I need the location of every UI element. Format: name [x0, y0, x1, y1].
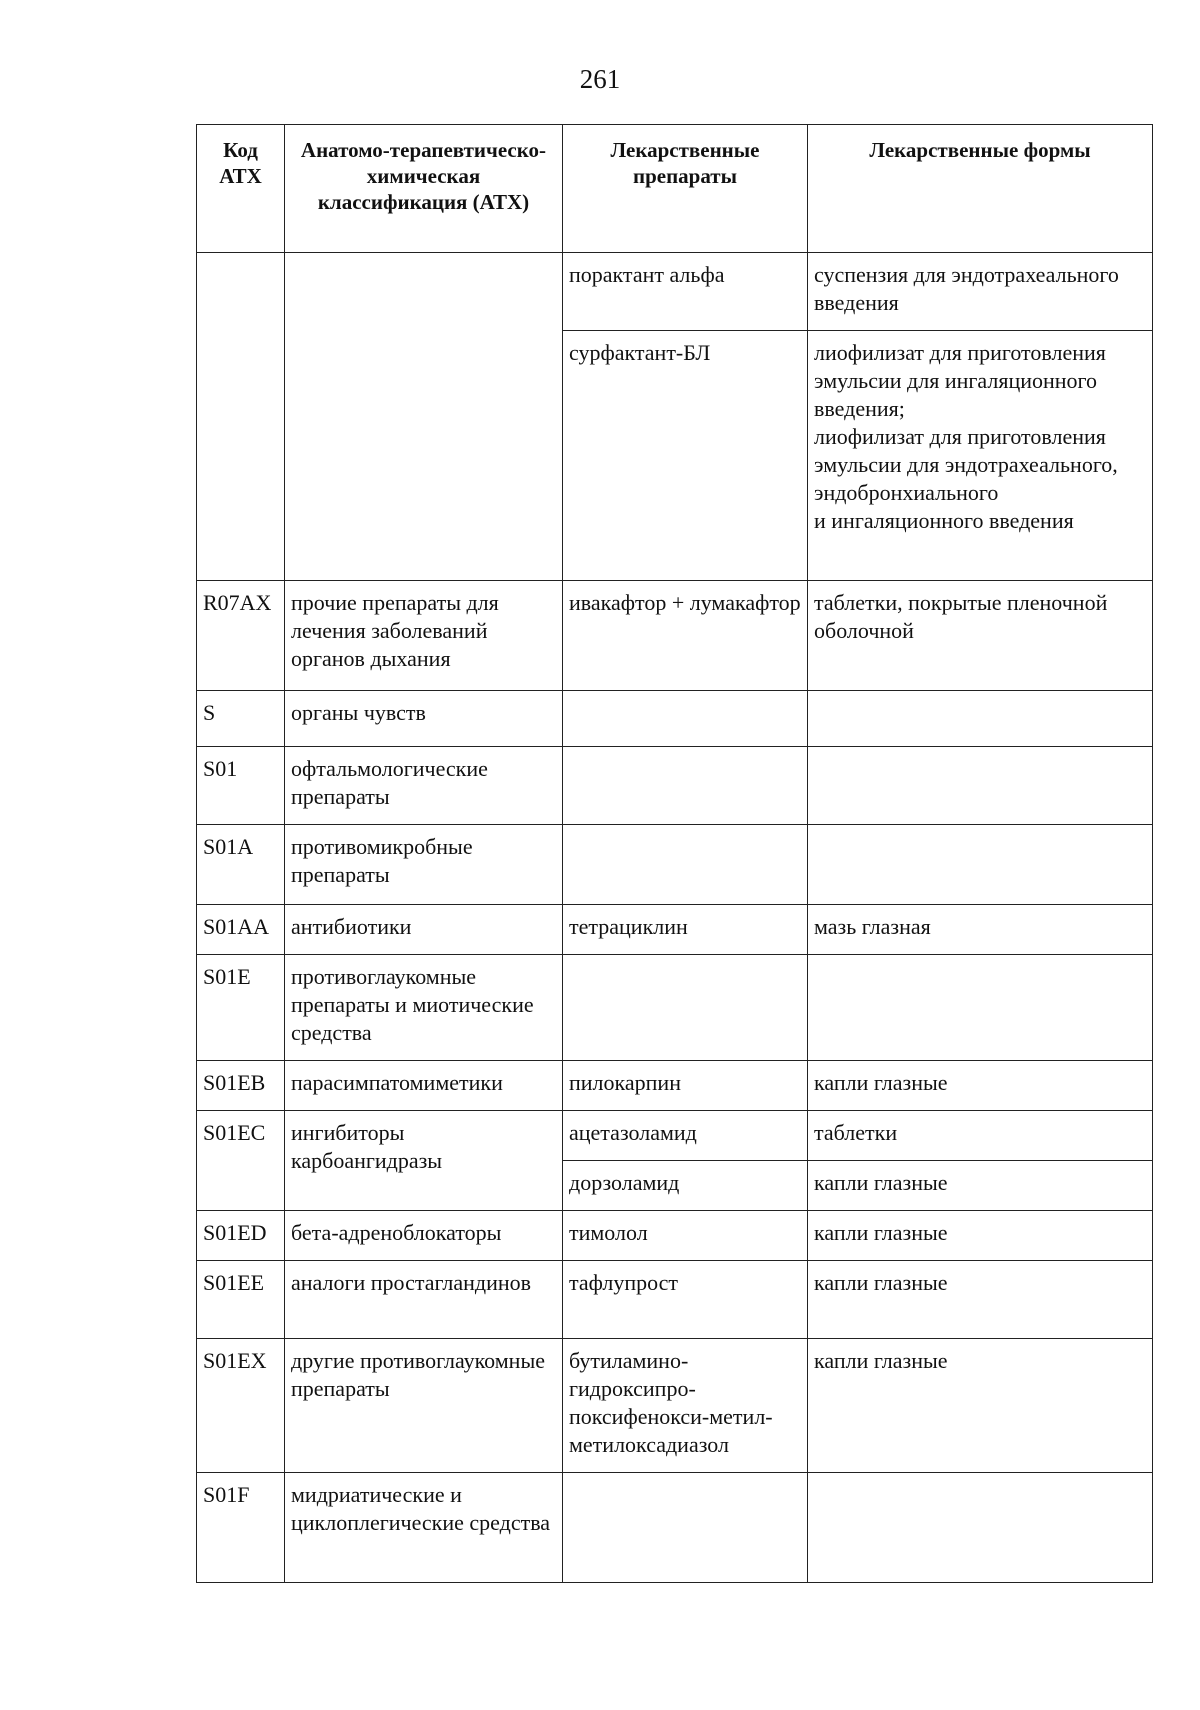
form-cell	[808, 825, 1153, 905]
drug-cell: тафлупрост	[563, 1261, 808, 1339]
header-drugs: Лекарственные препараты	[563, 125, 808, 253]
code-cell: S01	[197, 747, 285, 825]
table-row	[197, 253, 1153, 331]
drug-cell	[563, 747, 808, 825]
classification-cell: аналоги простагландинов	[285, 1261, 563, 1339]
drug-cell	[563, 955, 808, 1061]
drug-cell: тимолол	[563, 1211, 808, 1261]
form-cell: капли глазные	[808, 1339, 1153, 1473]
form-cell: суспензия для эндотрахеального введения	[808, 253, 1153, 331]
atx-table	[196, 124, 1153, 1583]
drug-cell	[563, 1473, 808, 1583]
classification-cell: органы чувств	[285, 691, 563, 747]
table-row	[197, 955, 1153, 1061]
table-row	[197, 1261, 1153, 1339]
table-row	[197, 581, 1153, 691]
classification-cell: офтальмологические препараты	[285, 747, 563, 825]
form-cell: капли глазные	[808, 1061, 1153, 1111]
drug-cell: ивакафтор + лумакафтор	[563, 581, 808, 691]
form-cell	[808, 747, 1153, 825]
table-row	[197, 1339, 1153, 1473]
drug-cell: бутиламино-гидроксипро-поксифенокси-метил-метилоксадиазол	[563, 1339, 808, 1473]
code-cell: S01EB	[197, 1061, 285, 1111]
page-number: 261	[579, 64, 621, 94]
classification-cell: другие противоглаукомные препараты	[285, 1339, 563, 1473]
code-cell: S01EC	[197, 1111, 285, 1211]
classification-cell: прочие препараты для лечения заболеваний органов дыхания	[285, 581, 563, 691]
table-row	[197, 1473, 1153, 1583]
drug-cell: порактант альфа	[563, 253, 808, 331]
drug-cell: пилокарпин	[563, 1061, 808, 1111]
table-row	[197, 747, 1153, 825]
classification-cell: противомикробные препараты	[285, 825, 563, 905]
form-cell: капли глазные	[808, 1211, 1153, 1261]
table-row	[197, 1111, 1153, 1161]
code-cell	[197, 253, 285, 581]
drug-cell	[563, 691, 808, 747]
form-cell	[808, 955, 1153, 1061]
form-cell: лиофилизат для приготовления эмульсии для ингаляционного введения; лиофилизат для приготовления эмульсии для эндотрахеального, эндобронхиального и ингаляционного введения	[808, 331, 1153, 581]
drug-cell: тетрациклин	[563, 905, 808, 955]
drug-cell: дорзоламид	[563, 1161, 808, 1211]
form-cell: капли глазные	[808, 1161, 1153, 1211]
classification-cell: парасимпатомиметики	[285, 1061, 563, 1111]
code-cell: S01ED	[197, 1211, 285, 1261]
code-cell: S01EX	[197, 1339, 285, 1473]
code-cell: S	[197, 691, 285, 747]
table-header-row	[197, 125, 1153, 253]
form-cell	[808, 691, 1153, 747]
form-cell	[808, 1473, 1153, 1583]
form-cell: мазь глазная	[808, 905, 1153, 955]
drug-cell	[563, 825, 808, 905]
classification-cell: антибиотики	[285, 905, 563, 955]
table-row	[197, 1211, 1153, 1261]
classification-cell: мидриатические и циклоплегические средства	[285, 1473, 563, 1583]
code-cell: S01A	[197, 825, 285, 905]
classification-cell: бета-адреноблокаторы	[285, 1211, 563, 1261]
form-cell: капли глазные	[808, 1261, 1153, 1339]
classification-cell: ингибиторы карбоангидразы	[285, 1111, 563, 1211]
header-code: Код АТХ	[197, 125, 285, 253]
table-row	[197, 825, 1153, 905]
form-cell: таблетки	[808, 1111, 1153, 1161]
header-classification: Анатомо-терапевтическо-химическая классификация (АТХ)	[285, 125, 563, 253]
drug-cell: сурфактант-БЛ	[563, 331, 808, 581]
code-cell: R07AX	[197, 581, 285, 691]
header-forms: Лекарственные формы	[808, 125, 1153, 253]
classification-cell: противоглаукомные препараты и миотические средства	[285, 955, 563, 1061]
code-cell: S01AA	[197, 905, 285, 955]
code-cell: S01F	[197, 1473, 285, 1583]
code-cell: S01EE	[197, 1261, 285, 1339]
classification-cell	[285, 253, 563, 581]
form-cell: таблетки, покрытые пленочной оболочной	[808, 581, 1153, 691]
table-row	[197, 905, 1153, 955]
table-row	[197, 691, 1153, 747]
table-row	[197, 1061, 1153, 1111]
code-cell: S01E	[197, 955, 285, 1061]
drug-cell: ацетазоламид	[563, 1111, 808, 1161]
